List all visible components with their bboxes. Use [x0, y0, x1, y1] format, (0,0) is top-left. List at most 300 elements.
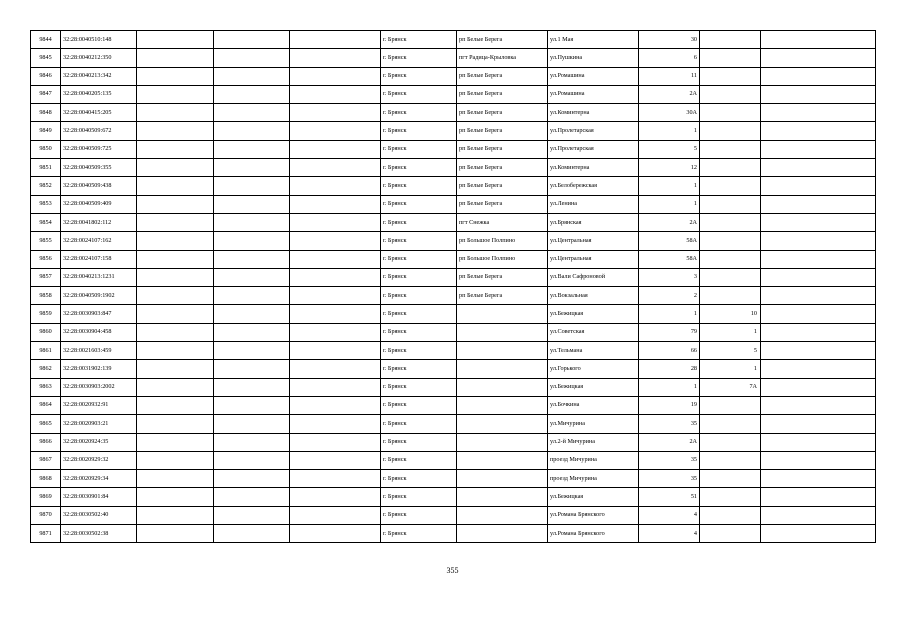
cell-empty — [137, 525, 214, 543]
table-row — [31, 232, 876, 250]
cell-settlement: рп Большое Полпино — [457, 250, 548, 268]
cell-settlement: рп Белые Берега — [457, 140, 548, 158]
table-row — [31, 250, 876, 268]
cell-record-number: 9857 — [31, 268, 61, 286]
cell-record-number: 9853 — [31, 195, 61, 213]
cell-empty — [761, 488, 876, 506]
cell-empty — [290, 268, 381, 286]
cell-house: 11 — [639, 67, 700, 85]
cell-building — [700, 159, 761, 177]
cell-empty — [290, 177, 381, 195]
table-row — [31, 159, 876, 177]
cell-empty — [137, 177, 214, 195]
table-row — [31, 268, 876, 286]
cell-city: г. Брянск — [381, 287, 457, 305]
table-row — [31, 122, 876, 140]
cell-city: г. Брянск — [381, 396, 457, 414]
cell-building — [700, 396, 761, 414]
cell-settlement: рп Белые Берега — [457, 31, 548, 49]
table-row — [31, 213, 876, 231]
cell-house: 30 — [639, 31, 700, 49]
cell-building — [700, 451, 761, 469]
cell-settlement — [457, 451, 548, 469]
cell-cadastral-number: 32:28:0020924:35 — [61, 433, 137, 451]
cell-cadastral-number: 32:28:0021603:459 — [61, 342, 137, 360]
cell-empty — [290, 342, 381, 360]
cell-cadastral-number: 32:28:0020929:34 — [61, 470, 137, 488]
cell-house: 35 — [639, 415, 700, 433]
cell-house: 79 — [639, 323, 700, 341]
cell-street: ул.Бочкина — [548, 396, 639, 414]
cell-record-number: 9851 — [31, 159, 61, 177]
cell-building: 7А — [700, 378, 761, 396]
cell-empty — [137, 287, 214, 305]
cell-empty — [214, 451, 290, 469]
cell-building — [700, 250, 761, 268]
cell-empty — [290, 67, 381, 85]
cell-cadastral-number: 32:28:0024107:162 — [61, 232, 137, 250]
cell-empty — [761, 232, 876, 250]
cell-settlement: рп Белые Берега — [457, 287, 548, 305]
cell-street: ул.Центральная — [548, 232, 639, 250]
cell-record-number: 9869 — [31, 488, 61, 506]
cell-city: г. Брянск — [381, 470, 457, 488]
cell-empty — [761, 177, 876, 195]
cell-empty — [214, 67, 290, 85]
cell-house: 6 — [639, 49, 700, 67]
table-row — [31, 140, 876, 158]
cell-city: г. Брянск — [381, 85, 457, 103]
cell-cadastral-number: 32:28:0030903:2002 — [61, 378, 137, 396]
cell-street: ул.Белобережская — [548, 177, 639, 195]
table-row — [31, 195, 876, 213]
cell-empty — [137, 31, 214, 49]
cell-record-number: 9852 — [31, 177, 61, 195]
registry-table — [30, 30, 876, 543]
cell-settlement: рп Белые Берега — [457, 195, 548, 213]
cell-empty — [137, 323, 214, 341]
cell-city: г. Брянск — [381, 342, 457, 360]
cell-building — [700, 49, 761, 67]
cell-empty — [290, 360, 381, 378]
cell-house: 35 — [639, 451, 700, 469]
cell-empty — [137, 433, 214, 451]
cell-empty — [214, 506, 290, 524]
cell-building — [700, 488, 761, 506]
cell-empty — [137, 470, 214, 488]
cell-house: 28 — [639, 360, 700, 378]
cell-settlement: рп Белые Берега — [457, 177, 548, 195]
cell-empty — [290, 104, 381, 122]
table-row — [31, 287, 876, 305]
cell-cadastral-number: 32:28:0040212:350 — [61, 49, 137, 67]
cell-empty — [214, 122, 290, 140]
cell-empty — [761, 140, 876, 158]
cell-empty — [761, 159, 876, 177]
cell-empty — [290, 31, 381, 49]
cell-empty — [290, 378, 381, 396]
table-row — [31, 378, 876, 396]
cell-street: ул.Горького — [548, 360, 639, 378]
cell-settlement — [457, 415, 548, 433]
cell-empty — [761, 31, 876, 49]
cell-empty — [214, 433, 290, 451]
cell-city: г. Брянск — [381, 378, 457, 396]
cell-cadastral-number: 32:28:0020932:91 — [61, 396, 137, 414]
cell-record-number: 9871 — [31, 525, 61, 543]
cell-record-number: 9862 — [31, 360, 61, 378]
cell-house: 1 — [639, 122, 700, 140]
cell-house: 4 — [639, 506, 700, 524]
cell-empty — [214, 195, 290, 213]
cell-empty — [290, 396, 381, 414]
cell-building — [700, 506, 761, 524]
cell-cadastral-number: 32:28:0020929:32 — [61, 451, 137, 469]
cell-house: 19 — [639, 396, 700, 414]
cell-empty — [290, 451, 381, 469]
table-row — [31, 506, 876, 524]
cell-empty — [137, 140, 214, 158]
cell-city: г. Брянск — [381, 305, 457, 323]
cell-empty — [214, 49, 290, 67]
cell-record-number: 9845 — [31, 49, 61, 67]
cell-settlement — [457, 488, 548, 506]
cell-empty — [137, 506, 214, 524]
cell-empty — [761, 305, 876, 323]
cell-empty — [761, 433, 876, 451]
cell-empty — [214, 140, 290, 158]
cell-empty — [290, 506, 381, 524]
cell-record-number: 9844 — [31, 31, 61, 49]
cell-street: ул.Центральная — [548, 250, 639, 268]
cell-house: 58А — [639, 250, 700, 268]
table-body — [31, 31, 876, 543]
cell-empty — [290, 122, 381, 140]
cell-street: ул.Тельмана — [548, 342, 639, 360]
cell-city: г. Брянск — [381, 104, 457, 122]
cell-house: 12 — [639, 159, 700, 177]
cell-street: ул.Пролетарская — [548, 140, 639, 158]
cell-building — [700, 213, 761, 231]
cell-city: г. Брянск — [381, 177, 457, 195]
cell-record-number: 9867 — [31, 451, 61, 469]
cell-empty — [137, 378, 214, 396]
cell-record-number: 9858 — [31, 287, 61, 305]
cell-building — [700, 195, 761, 213]
cell-empty — [761, 451, 876, 469]
cell-building — [700, 104, 761, 122]
cell-empty — [137, 85, 214, 103]
cell-street: ул.Бежицкая — [548, 488, 639, 506]
cell-empty — [137, 305, 214, 323]
cell-record-number: 9864 — [31, 396, 61, 414]
table-row — [31, 85, 876, 103]
cell-empty — [214, 159, 290, 177]
cell-building: 10 — [700, 305, 761, 323]
cell-empty — [290, 525, 381, 543]
cell-building — [700, 470, 761, 488]
cell-record-number: 9854 — [31, 213, 61, 231]
cell-empty — [214, 177, 290, 195]
cell-empty — [214, 250, 290, 268]
cell-empty — [290, 250, 381, 268]
page-number: 355 — [446, 566, 459, 575]
cell-record-number: 9870 — [31, 506, 61, 524]
cell-cadastral-number: 32:28:0030502:40 — [61, 506, 137, 524]
table-row — [31, 49, 876, 67]
cell-empty — [214, 213, 290, 231]
cell-city: г. Брянск — [381, 213, 457, 231]
cell-house: 30А — [639, 104, 700, 122]
cell-street: ул.Ромашина — [548, 67, 639, 85]
cell-settlement: рп Большое Полпино — [457, 232, 548, 250]
cell-street: ул.Бежицкая — [548, 305, 639, 323]
cell-house: 2А — [639, 213, 700, 231]
table-row — [31, 342, 876, 360]
cell-record-number: 9846 — [31, 67, 61, 85]
cell-street: ул.Романа Брянского — [548, 506, 639, 524]
cell-empty — [214, 305, 290, 323]
cell-street: ул.Пушкина — [548, 49, 639, 67]
cell-empty — [290, 49, 381, 67]
cell-empty — [214, 323, 290, 341]
cell-street: ул.Мичурина — [548, 415, 639, 433]
cell-settlement — [457, 470, 548, 488]
cell-record-number: 9849 — [31, 122, 61, 140]
cell-city: г. Брянск — [381, 415, 457, 433]
cell-house: 1 — [639, 195, 700, 213]
cell-cadastral-number: 32:28:0041802:112 — [61, 213, 137, 231]
cell-building — [700, 140, 761, 158]
cell-empty — [137, 488, 214, 506]
cell-building — [700, 433, 761, 451]
cell-street: ул.Вокзальная — [548, 287, 639, 305]
cell-empty — [761, 195, 876, 213]
cell-cadastral-number: 32:28:0020903:21 — [61, 415, 137, 433]
cell-house: 51 — [639, 488, 700, 506]
cell-house: 5 — [639, 140, 700, 158]
cell-record-number: 9855 — [31, 232, 61, 250]
cell-settlement — [457, 305, 548, 323]
cell-record-number: 9859 — [31, 305, 61, 323]
cell-cadastral-number: 32:28:0040509:438 — [61, 177, 137, 195]
cell-street: ул.Советская — [548, 323, 639, 341]
cell-building: 1 — [700, 360, 761, 378]
cell-city: г. Брянск — [381, 122, 457, 140]
cell-settlement — [457, 323, 548, 341]
table-row — [31, 31, 876, 49]
cell-city: г. Брянск — [381, 323, 457, 341]
cell-empty — [761, 268, 876, 286]
cell-empty — [137, 342, 214, 360]
cell-city: г. Брянск — [381, 433, 457, 451]
cell-street: проезд Мичурина — [548, 470, 639, 488]
cell-empty — [290, 232, 381, 250]
cell-empty — [137, 360, 214, 378]
table-row — [31, 415, 876, 433]
table-row — [31, 525, 876, 543]
cell-empty — [214, 360, 290, 378]
cell-empty — [214, 85, 290, 103]
cell-city: г. Брянск — [381, 506, 457, 524]
cell-house: 1 — [639, 378, 700, 396]
cell-empty — [137, 159, 214, 177]
cell-city: г. Брянск — [381, 451, 457, 469]
cell-settlement — [457, 360, 548, 378]
cell-empty — [137, 195, 214, 213]
cell-building: 5 — [700, 342, 761, 360]
cell-house: 2А — [639, 85, 700, 103]
cell-city: г. Брянск — [381, 140, 457, 158]
cell-empty — [214, 342, 290, 360]
table-row — [31, 488, 876, 506]
cell-settlement: рп Белые Берега — [457, 268, 548, 286]
cell-empty — [137, 268, 214, 286]
cell-empty — [761, 470, 876, 488]
cell-empty — [214, 488, 290, 506]
cell-empty — [137, 415, 214, 433]
cell-empty — [214, 31, 290, 49]
cell-cadastral-number: 32:28:0031902:139 — [61, 360, 137, 378]
cell-empty — [214, 287, 290, 305]
cell-empty — [290, 415, 381, 433]
cell-building — [700, 67, 761, 85]
cell-house: 4 — [639, 525, 700, 543]
cell-empty — [761, 378, 876, 396]
cell-house: 66 — [639, 342, 700, 360]
cell-record-number: 9866 — [31, 433, 61, 451]
cell-street: ул.Романа Брянского — [548, 525, 639, 543]
cell-cadastral-number: 32:28:0040510:148 — [61, 31, 137, 49]
cell-empty — [137, 104, 214, 122]
cell-empty — [214, 232, 290, 250]
cell-street: ул.Бежицкая — [548, 378, 639, 396]
table-row — [31, 396, 876, 414]
cell-settlement: рп Белые Берега — [457, 104, 548, 122]
cell-empty — [761, 342, 876, 360]
table-row — [31, 451, 876, 469]
cell-empty — [290, 85, 381, 103]
cell-empty — [761, 122, 876, 140]
cell-record-number: 9850 — [31, 140, 61, 158]
cell-cadastral-number: 32:28:0040205:135 — [61, 85, 137, 103]
cell-empty — [137, 213, 214, 231]
cell-empty — [137, 49, 214, 67]
cell-empty — [290, 287, 381, 305]
cell-settlement — [457, 378, 548, 396]
cell-settlement — [457, 525, 548, 543]
cell-street: ул.2-й Мичурина — [548, 433, 639, 451]
cell-cadastral-number: 32:28:0030903:847 — [61, 305, 137, 323]
cell-empty — [137, 232, 214, 250]
cell-building — [700, 31, 761, 49]
cell-street: проезд Мичурина — [548, 451, 639, 469]
cell-house: 1 — [639, 177, 700, 195]
cell-record-number: 9856 — [31, 250, 61, 268]
cell-empty — [290, 305, 381, 323]
cell-empty — [290, 488, 381, 506]
cell-city: г. Брянск — [381, 525, 457, 543]
cell-record-number: 9868 — [31, 470, 61, 488]
cell-empty — [761, 250, 876, 268]
cell-street: ул.1 Мая — [548, 31, 639, 49]
cell-settlement — [457, 506, 548, 524]
cell-empty — [214, 525, 290, 543]
cell-settlement: рп Белые Берега — [457, 67, 548, 85]
cell-empty — [761, 67, 876, 85]
cell-empty — [761, 85, 876, 103]
cell-empty — [761, 287, 876, 305]
cell-cadastral-number: 32:28:0040213:1231 — [61, 268, 137, 286]
cell-record-number: 9861 — [31, 342, 61, 360]
cell-street: ул.Коминтерна — [548, 104, 639, 122]
cell-cadastral-number: 32:28:0040509:355 — [61, 159, 137, 177]
cell-cadastral-number: 32:28:0040213:342 — [61, 67, 137, 85]
cell-empty — [761, 360, 876, 378]
cell-street: ул.Ромашина — [548, 85, 639, 103]
cell-empty — [214, 396, 290, 414]
cell-city: г. Брянск — [381, 49, 457, 67]
cell-settlement: пгт Радица-Крыловка — [457, 49, 548, 67]
cell-empty — [137, 250, 214, 268]
cell-empty — [214, 268, 290, 286]
cell-city: г. Брянск — [381, 360, 457, 378]
cell-house: 58А — [639, 232, 700, 250]
cell-empty — [137, 67, 214, 85]
table-row — [31, 360, 876, 378]
cell-city: г. Брянск — [381, 488, 457, 506]
cell-empty — [290, 470, 381, 488]
cell-empty — [290, 140, 381, 158]
cell-building — [700, 85, 761, 103]
cell-empty — [290, 213, 381, 231]
cell-empty — [761, 49, 876, 67]
cell-street: ул.Коминтерна — [548, 159, 639, 177]
table-row — [31, 470, 876, 488]
cell-building — [700, 232, 761, 250]
cell-empty — [290, 433, 381, 451]
cell-house: 3 — [639, 268, 700, 286]
cell-house: 1 — [639, 305, 700, 323]
cell-empty — [761, 104, 876, 122]
cell-empty — [290, 159, 381, 177]
cell-building — [700, 268, 761, 286]
table-row — [31, 305, 876, 323]
cell-record-number: 9863 — [31, 378, 61, 396]
cell-empty — [290, 323, 381, 341]
cell-building — [700, 287, 761, 305]
cell-street: ул.Вали Сафроновой — [548, 268, 639, 286]
cell-city: г. Брянск — [381, 31, 457, 49]
cell-city: г. Брянск — [381, 232, 457, 250]
cell-settlement: рп Белые Берега — [457, 159, 548, 177]
cell-record-number: 9865 — [31, 415, 61, 433]
cell-settlement — [457, 396, 548, 414]
cell-street: ул.Брянская — [548, 213, 639, 231]
cell-building: 1 — [700, 323, 761, 341]
table-row — [31, 433, 876, 451]
cell-cadastral-number: 32:28:0024107:158 — [61, 250, 137, 268]
cell-settlement: пгт Снежка — [457, 213, 548, 231]
cell-empty — [761, 323, 876, 341]
cell-record-number: 9860 — [31, 323, 61, 341]
cell-empty — [761, 396, 876, 414]
cell-empty — [761, 213, 876, 231]
cell-building — [700, 415, 761, 433]
cell-building — [700, 122, 761, 140]
cell-empty — [214, 415, 290, 433]
cell-empty — [214, 470, 290, 488]
